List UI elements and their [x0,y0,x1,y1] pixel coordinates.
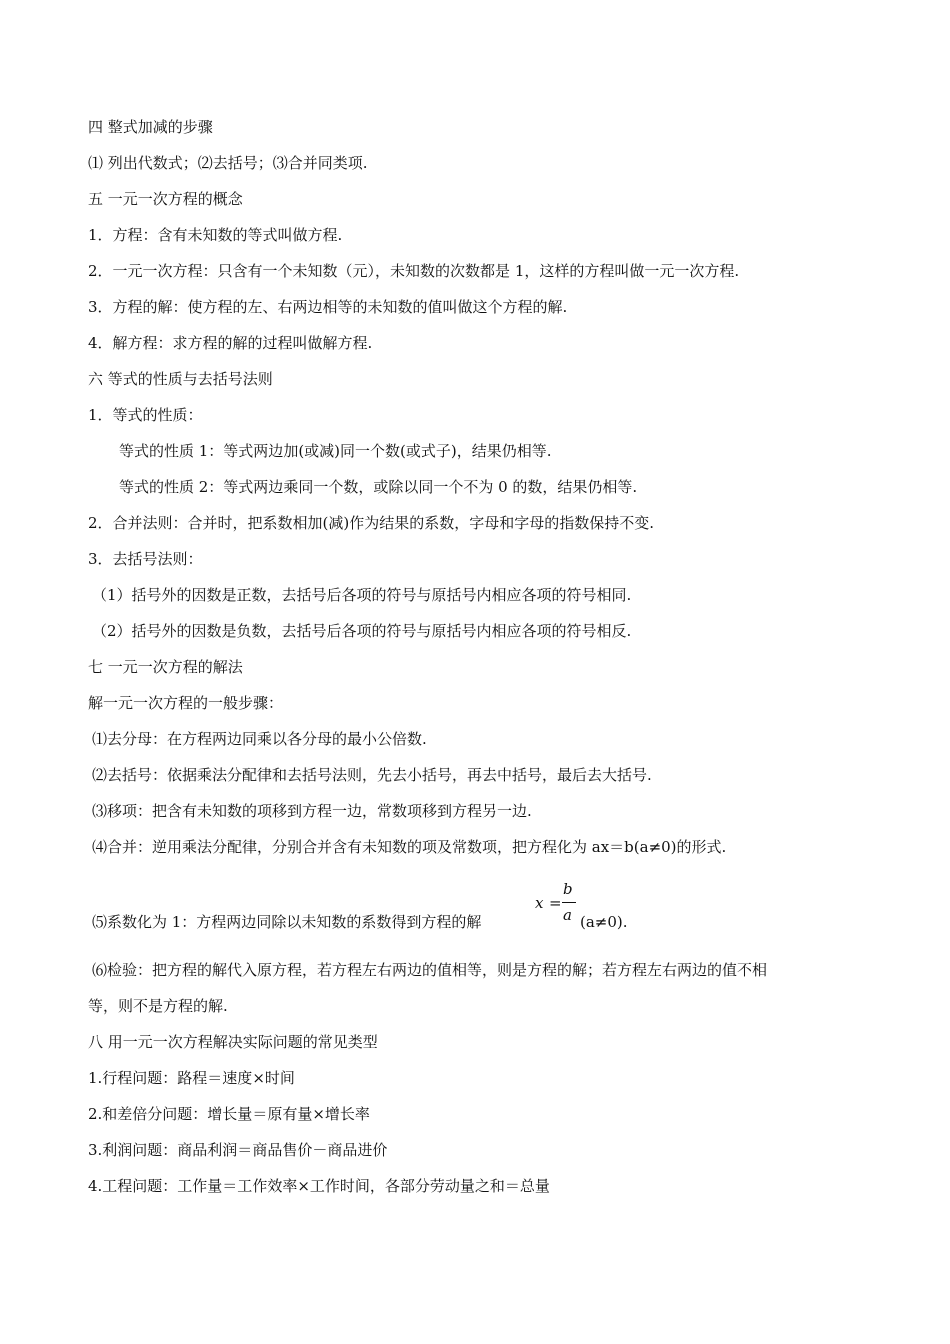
section-8-heading: 八 用一元一次方程解决实际问题的常见类型 [88,1033,378,1051]
equality-property-2: 等式的性质 2：等式两边乘同一个数，或除以同一个不为 0 的数，结果仍相等. [119,478,638,496]
solve-step-5-condition: (a≠0). [580,913,628,931]
bracket-rule-2: （2）括号外的因数是负数，去括号后各项的符号与原括号内相应各项的符号相反. [92,622,632,640]
section-5-item: 3．方程的解：使方程的左、右两边相等的未知数的值叫做这个方程的解. [88,298,568,316]
solve-step-6: ⑹检验：把方程的解代入原方程，若方程左右两边的值相等，则是方程的解；若方程左右两边的值不相 [92,961,768,979]
section-6-item: 2．合并法则：合并时，把系数相加(减)作为结果的系数，字母和字母的指数保持不变. [88,514,655,532]
solve-step: ⑴去分母：在方程两边同乘以各分母的最小公倍数. [92,730,427,748]
solve-step: ⑷合并：逆用乘法分配律，分别合并含有未知数的项及常数项，把方程化为 ax＝b(a≠0)的形式. [92,838,727,856]
problem-type: 1.行程问题：路程＝速度×时间 [88,1069,295,1087]
formula-numerator: b [563,880,573,898]
solve-step-5: ⑸系数化为 1：方程两边同除以未知数的系数得到方程的解 [92,913,482,931]
solve-step-6-cont: 等，则不是方程的解. [88,997,228,1015]
section-4-text: ⑴ 列出代数式；⑵去括号；⑶合并同类项. [88,154,368,172]
section-5-item: 1．方程：含有未知数的等式叫做方程. [88,226,343,244]
solution-formula [535,880,579,930]
problem-type: 4.工程问题：工作量＝工作效率×工作时间，各部分劳动量之和＝总量 [88,1177,550,1195]
formula-denominator: a [563,906,572,924]
bracket-rule-1: （1）括号外的因数是正数，去括号后各项的符号与原括号内相应各项的符号相同. [92,586,632,604]
section-7-heading: 七 一元一次方程的解法 [88,658,243,676]
problem-type: 3.利润问题：商品利润＝商品售价－商品进价 [88,1141,388,1159]
section-4-heading: 四 整式加减的步骤 [88,118,213,136]
section-5-heading: 五 一元一次方程的概念 [88,190,243,208]
section-5-item: 4．解方程：求方程的解的过程叫做解方程. [88,334,373,352]
solve-step: ⑵去括号：依据乘法分配律和去括号法则，先去小括号，再去中括号，最后去大括号. [92,766,652,784]
equality-property-1: 等式的性质 1：等式两边加(或减)同一个数(或式子)，结果仍相等. [119,442,552,460]
section-5-item: 2．一元一次方程：只含有一个未知数（元），未知数的次数都是 1，这样的方程叫做一元一次方程. [88,262,740,280]
section-7-intro: 解一元一次方程的一般步骤： [88,694,284,712]
solve-step: ⑶移项：把含有未知数的项移到方程一边，常数项移到方程另一边. [92,802,532,820]
section-6-item: 1．等式的性质： [88,406,203,424]
formula-equals: = [549,894,562,912]
formula-variable: x [535,894,544,912]
section-6-heading: 六 等式的性质与去括号法则 [88,370,273,388]
problem-type: 2.和差倍分问题：增长量＝原有量×增长率 [88,1105,370,1123]
fraction-bar [562,902,576,903]
section-6-item: 3．去括号法则： [88,550,203,568]
